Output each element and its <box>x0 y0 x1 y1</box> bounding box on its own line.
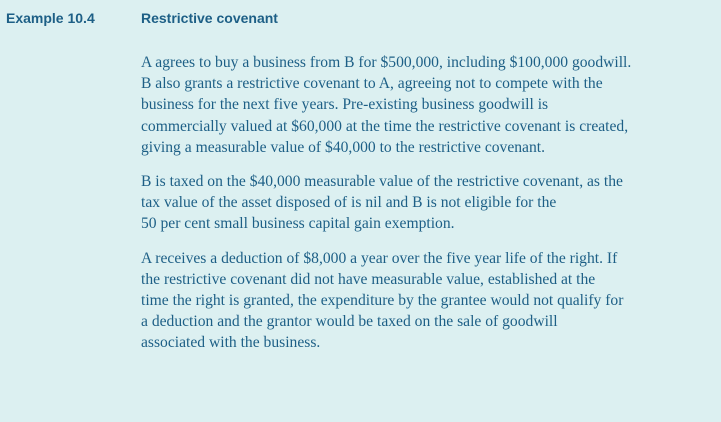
paragraph-line: associated with the business. <box>141 334 321 352</box>
paragraph-line: B is taxed on the $40,000 measurable value of the restrictive covenant, as the <box>141 173 623 191</box>
paragraph-line: B also grants a restrictive covenant to A, agreeing not to compete with the <box>141 75 603 93</box>
paragraph-line: 50 per cent small business capital gain exemption. <box>141 215 455 233</box>
example-title: Restrictive covenant <box>141 10 278 26</box>
example-label: Example 10.4 <box>6 10 95 26</box>
paragraph-line: a deduction and the grantor would be taxed on the sale of goodwill <box>141 313 558 331</box>
paragraph-line: business for the next five years. Pre-existing business goodwill is <box>141 96 549 114</box>
example-body <box>141 52 715 367</box>
paragraph-line: A receives a deduction of $8,000 a year over the five year life of the right. If <box>141 249 618 267</box>
paragraph-line: time the right is granted, the expenditure by the grantee would not qualify for <box>141 292 624 310</box>
paragraph-line: giving a measurable value of $40,000 to the restrictive covenant. <box>141 138 546 156</box>
paragraph-line: commercially valued at $60,000 at the time the restrictive covenant is created, <box>141 117 629 135</box>
paragraph-1 <box>141 52 715 158</box>
paragraph-2 <box>141 171 715 235</box>
paragraph-line: A agrees to buy a business from B for $500,000, including $100,000 goodwill. <box>141 54 632 71</box>
paragraph-line: the restrictive covenant did not have measurable value, established at the <box>141 270 596 288</box>
paragraph-3 <box>141 248 715 354</box>
paragraph-line: tax value of the asset disposed of is nil and B is not eligible for the <box>141 194 557 212</box>
